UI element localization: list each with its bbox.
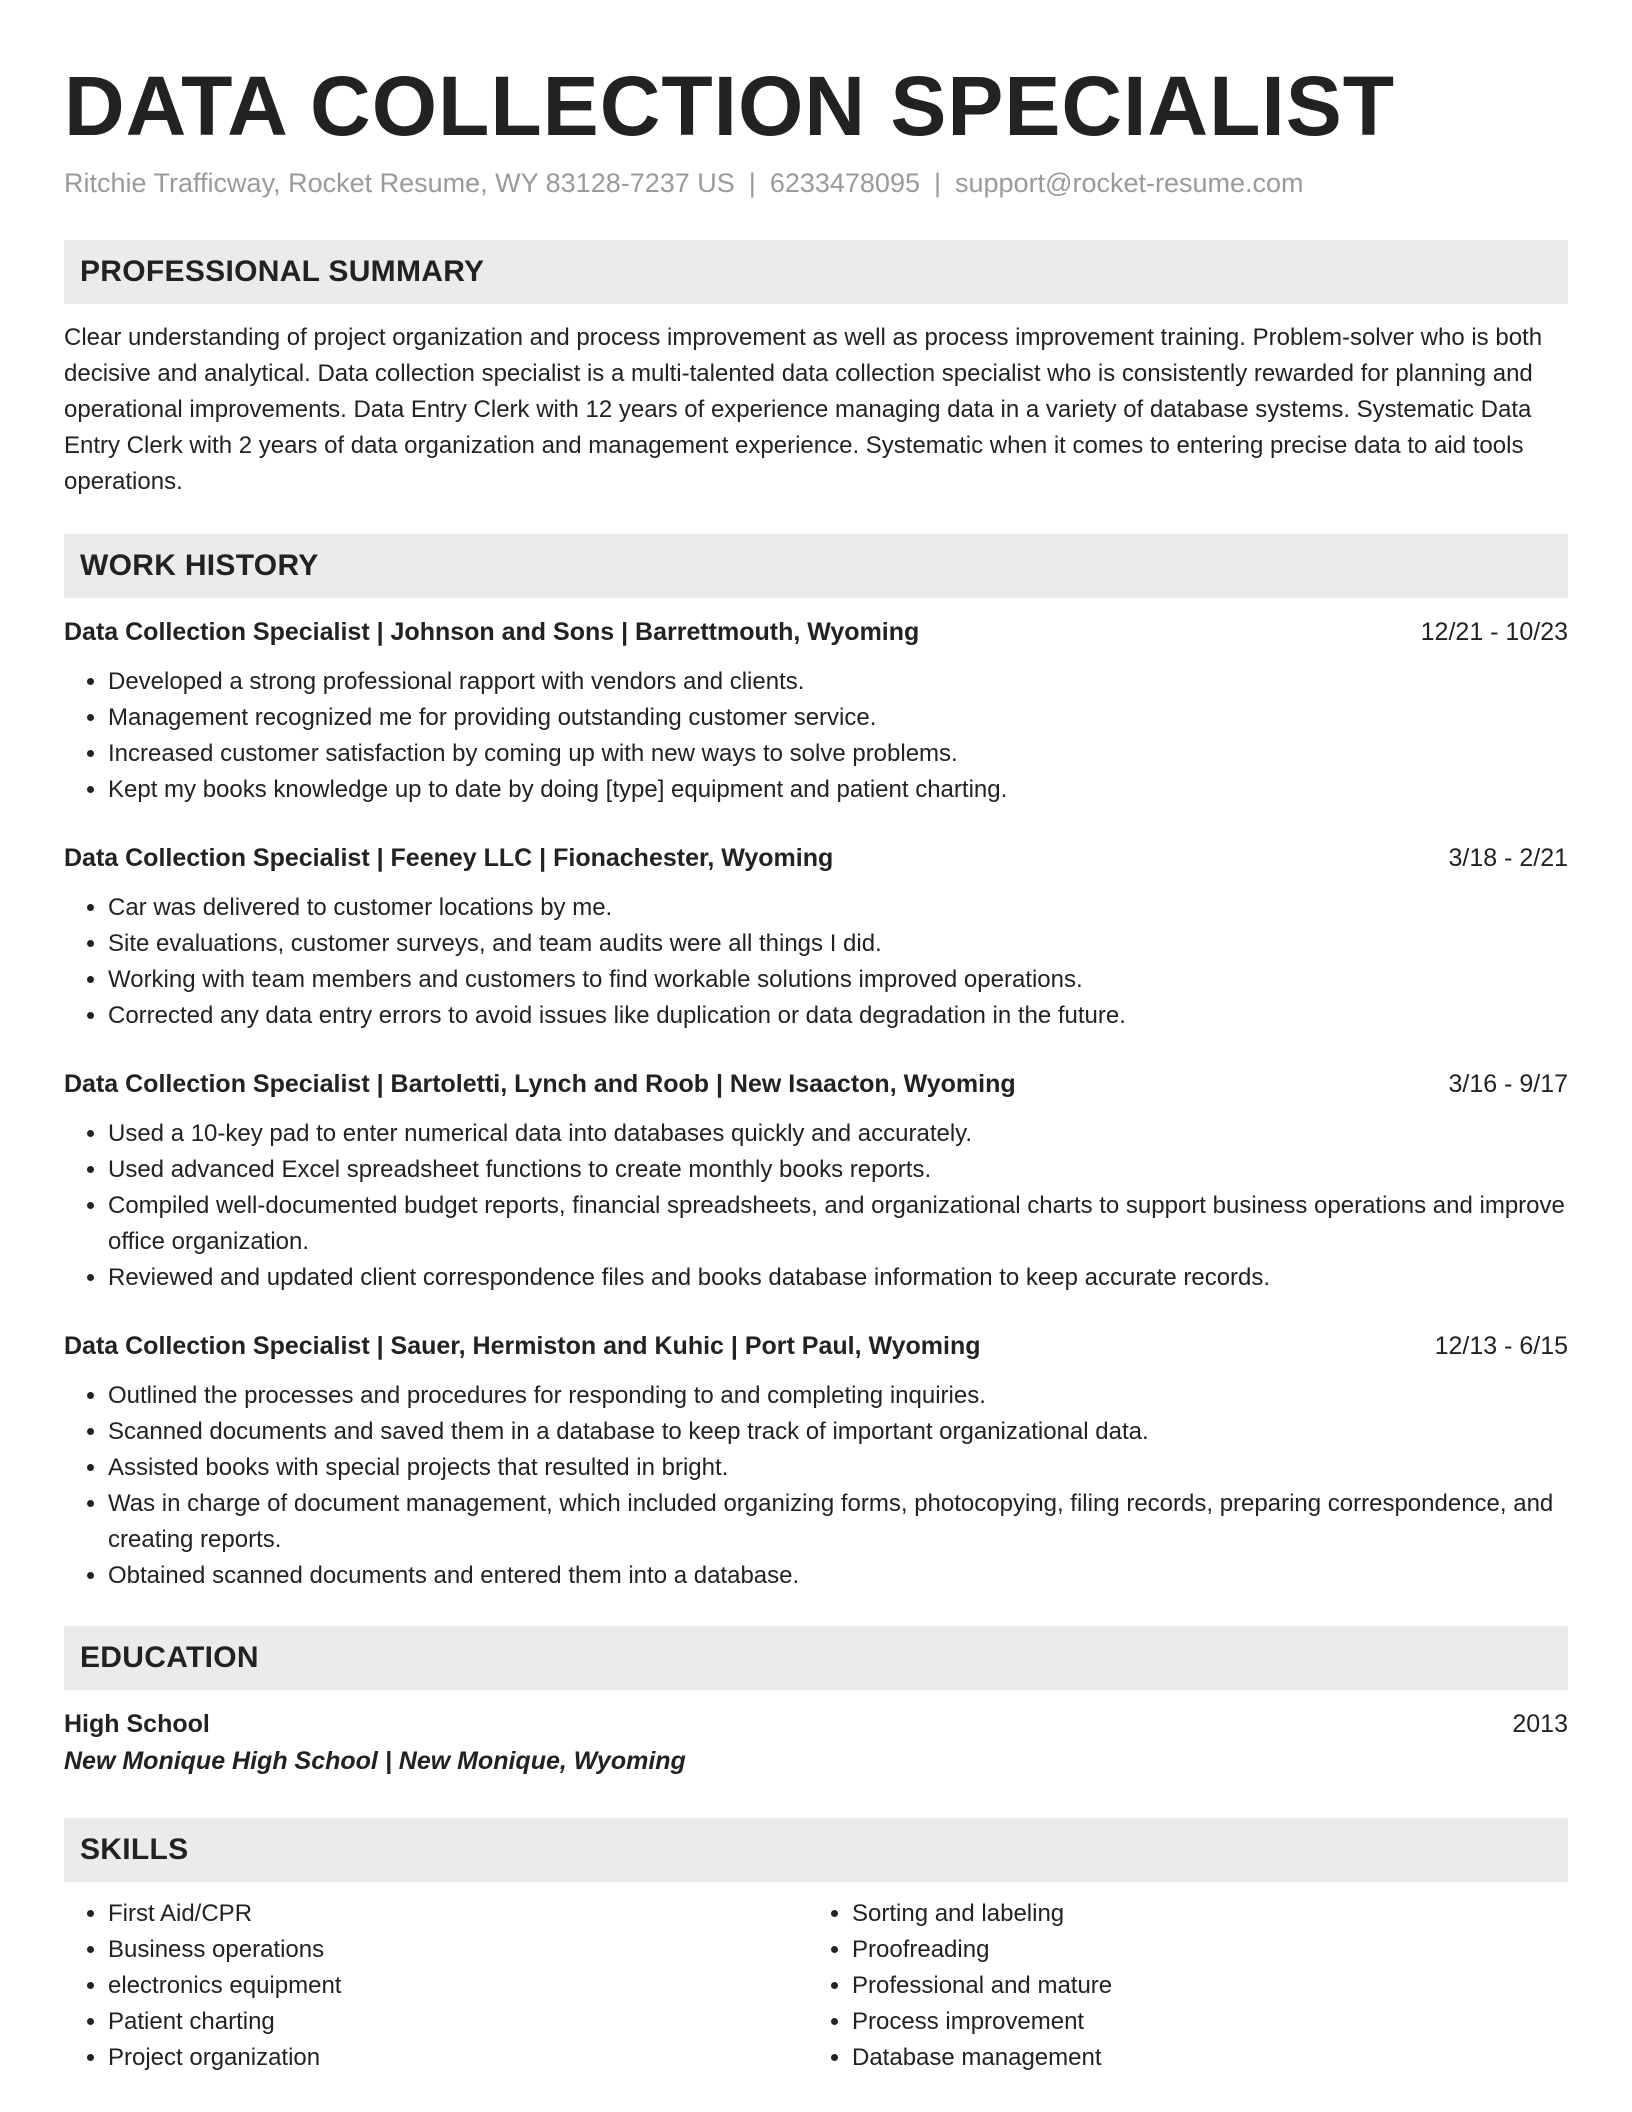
job-dates: 12/13 - 6/15 [1434,1332,1568,1360]
skill-item: • electronics equipment [108,1968,808,2004]
work-history-list [64,614,1568,1594]
job-entry [64,840,1568,1034]
education-year: 2013 [1512,1710,1568,1738]
page-title: DATA COLLECTION SPECIALIST [64,59,1396,153]
job-header [64,840,1568,876]
separator: | [933,168,941,198]
school: New Monique High School | New Monique, Wyoming [64,1747,686,1775]
job-bullets [64,1378,1568,1594]
job-dates: 3/18 - 2/21 [1448,844,1568,872]
list-item: • Car was delivered to customer locations by me. [108,890,1568,926]
list-item: • Developed a strong professional rapport with vendors and clients. [108,664,1568,700]
phone: 6233478095 [769,168,920,198]
job-bullets [64,890,1568,1034]
list-item: • Scanned documents and saved them in a database to keep track of important organizational data. [108,1414,1568,1450]
skill-item: • Professional and mature [852,1968,1552,2004]
section-header-work: WORK HISTORY [64,534,1568,598]
job-title: Data Collection Specialist | Sauer, Hermiston and Kuhic | Port Paul, Wyoming [64,1332,981,1360]
job-bullets [64,1116,1568,1296]
skill-item: • Sorting and labeling [852,1896,1552,1932]
address: Ritchie Trafficway, Rocket Resume, WY 83128-7237 US [64,168,735,198]
job-title: Data Collection Specialist | Feeney LLC | Fionachester, Wyoming [64,844,834,872]
section-header-education: EDUCATION [64,1626,1568,1690]
skill-item: • Project organization [108,2040,808,2076]
job-entry [64,614,1568,808]
list-item: • Corrected any data entry errors to avoid issues like duplication or data degradation in the future. [108,998,1568,1034]
job-header [64,614,1568,650]
list-item: • Kept my books knowledge up to date by doing [type] equipment and patient charting. [108,772,1568,808]
skill-item: • First Aid/CPR [108,1896,808,1932]
skill-item: • Database management [852,2040,1552,2076]
skills-columns [64,1896,1568,2076]
list-item: • Outlined the processes and procedures for responding to and completing inquiries. [108,1378,1568,1414]
resume-page [64,0,1568,2076]
degree: High School [64,1710,210,1738]
list-item: • Assisted books with special projects that resulted in bright. [108,1450,1568,1486]
job-header [64,1328,1568,1364]
list-item: • Used advanced Excel spreadsheet functions to create monthly books reports. [108,1152,1568,1188]
skill-item: • Process improvement [852,2004,1552,2040]
job-dates: 12/21 - 10/23 [1420,618,1568,646]
email: support@rocket-resume.com [955,168,1304,198]
section-header-summary: PROFESSIONAL SUMMARY [64,240,1568,304]
list-item: • Management recognized me for providing outstanding customer service. [108,700,1568,736]
list-item: • Increased customer satisfaction by coming up with new ways to solve problems. [108,736,1568,772]
list-item: • Used a 10-key pad to enter numerical data into databases quickly and accurately. [108,1116,1568,1152]
list-item: • Site evaluations, customer surveys, and team audits were all things I did. [108,926,1568,962]
list-item: • Working with team members and customers to find workable solutions improved operations. [108,962,1568,998]
skills-list-right [808,1896,1552,2076]
separator: | [748,168,756,198]
job-dates: 3/16 - 9/17 [1448,1070,1568,1098]
list-item: • Compiled well-documented budget reports, financial spreadsheets, and organizational charts to support business operations and improve office organization. [108,1188,1568,1260]
list-item: • Was in charge of document management, which included organizing forms, photocopying, filing records, preparing correspondence, and creating reports. [108,1486,1568,1558]
skills-list-left [64,1896,808,2076]
job-entry [64,1328,1568,1594]
job-title: Data Collection Specialist | Johnson and Sons | Barrettmouth, Wyoming [64,618,920,646]
job-entry [64,1066,1568,1296]
job-header [64,1066,1568,1102]
job-title: Data Collection Specialist | Bartoletti, Lynch and Roob | New Isaacton, Wyoming [64,1070,1016,1098]
skill-item: • Proofreading [852,1932,1552,1968]
education-entry [64,1706,1568,1780]
education-row [64,1706,1568,1742]
job-bullets [64,664,1568,808]
list-item: • Reviewed and updated client correspondence files and books database information to keep accurate records. [108,1260,1568,1296]
contact-line [64,166,1568,200]
list-item: • Obtained scanned documents and entered them into a database. [108,1558,1568,1594]
summary-text: Clear understanding of project organization and process improvement as well as process improvement training. Problem-solver who is both decisive and analytical. Data collection specialist is a multi-talented data collection specialist who is consistently rewarded for planning and operational improvements. Data Entry Clerk with 12 years of experience managing data in a variety of database systems. Systematic Data Entry Clerk with 2 years of data organization and management experience. Systematic when it comes to entering precise data to aid tools operations. [64,324,1543,495]
section-header-skills: SKILLS [64,1818,1568,1882]
skill-item: • Business operations [108,1932,808,1968]
skill-item: • Patient charting [108,2004,808,2040]
